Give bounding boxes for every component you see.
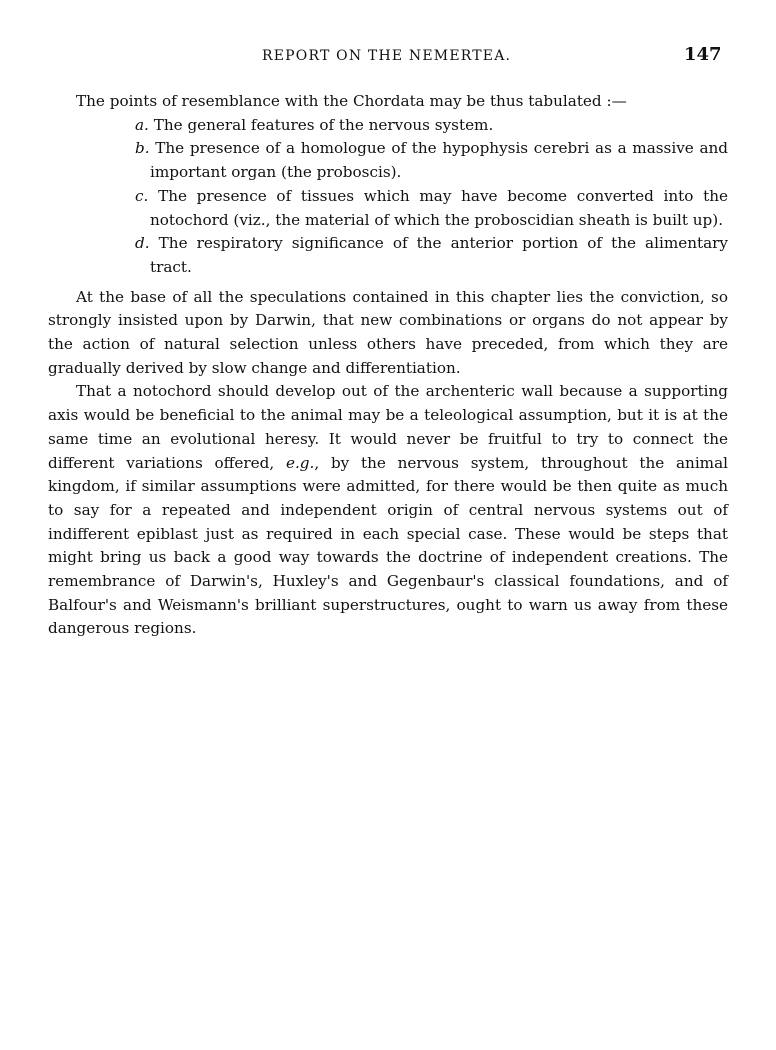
paragraph-text-part: That a notochord should develop out of the archenteric wall because a supporting axis would be beneficial to the animal may be a teleological assumption, but it is at the same time an evolutional heresy. It would never be fruitful to try to connect the different variations offered, [48,382,728,472]
list-item-text: The presence of tissues which may have become converted into the notochord (viz., the material of which the proboscidian sheath is built up). [150,186,728,229]
page-number: 147 [684,44,722,65]
list-item-text: The respiratory significance of the anterior portion of the alimentary tract. [150,234,728,276]
paragraph-text-part: , by the nervous system, throughout the animal kingdom, if similar assumptions were admitted, for there would be then quite as much to say for a repeated and independent origin of central nervous systems out of indifferent epiblast just as required in each special case. These would be steps that might bring us back a good way towards the doctrine of independent creations. The remembrance of Darwin's, Huxley's and Gegenbaur's classical foundations, and of Balfour's and Weismann's brilliant superstructures, ought to warn us away from these dangerous regions. [48,453,728,638]
list-item [48,185,728,232]
resemblance-list [48,114,728,280]
list-marker: a. [135,115,149,134]
list-marker: b. [135,139,150,158]
paragraph-notochord-heresy [48,380,728,641]
paragraph-text-italic: e.g. [285,453,315,472]
body-text [48,90,728,641]
intro-sentence: The points of resemblance with the Chordata may be thus tabulated :— [76,92,627,110]
list-item [48,232,728,279]
paragraph-darwin-conviction: At the base of all the speculations contained in this chapter lies the conviction, so strongly insisted upon by Darwin, that new combinations or organs do not appear by the action of natural selection unless others have preceded, from which they are gradually derived by slow change and differentiation. [48,287,728,377]
list-marker: c. [135,186,149,205]
list-item [48,137,728,184]
list-item-text: The general features of the nervous system. [153,115,494,134]
list-item [48,114,728,138]
running-title: REPORT ON THE NEMERTEA. [262,48,512,64]
list-item-text: The presence of a homologue of the hypophysis cerebri as a massive and important organ (the proboscis). [150,139,729,182]
list-marker: d. [135,234,150,253]
